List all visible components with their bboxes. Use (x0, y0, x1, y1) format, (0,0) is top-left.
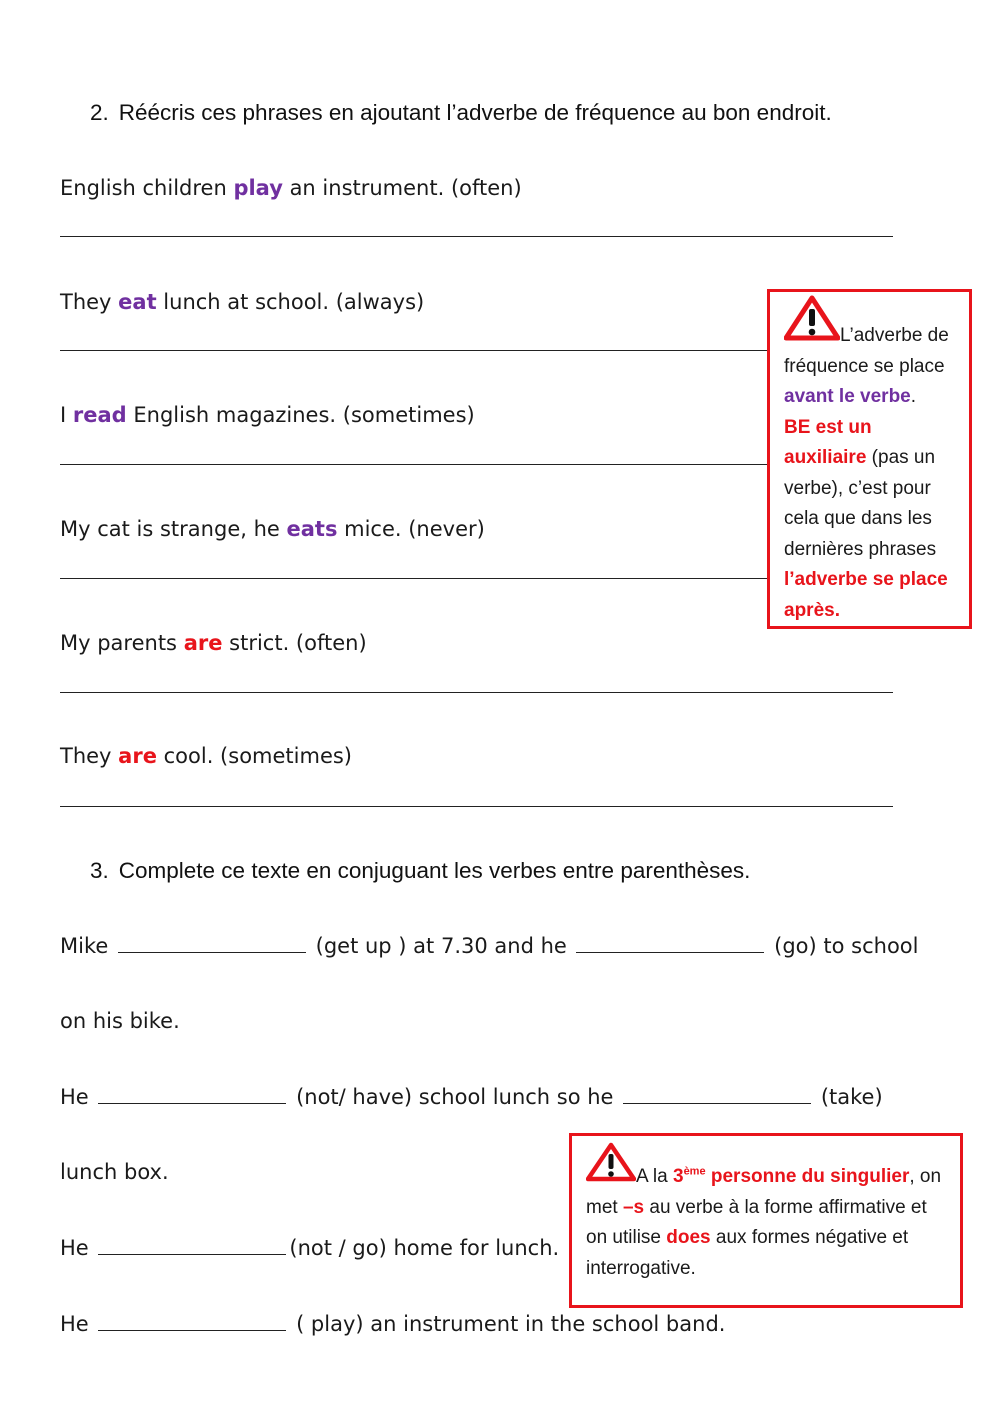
tip-text: L’adverbe de fréquence se place (784, 325, 949, 377)
verb-highlight: eat (118, 290, 157, 314)
exercise-text: (not/ have) school lunch so he (289, 1085, 621, 1109)
verb-highlight: are (118, 744, 157, 768)
exercise-text: He (60, 1085, 96, 1109)
sentence-text: an instrument. (often) (282, 176, 522, 200)
sentence-text: My parents (60, 631, 184, 655)
answer-line-6[interactable] (60, 806, 893, 807)
tip-highlight: does (666, 1227, 711, 1248)
tip-text: (pas un verbe), c’est pour cela que dans les dernières phrases (784, 447, 937, 560)
blank-field[interactable] (98, 1253, 286, 1255)
sentence-text: I (60, 403, 73, 427)
blank-field[interactable] (576, 951, 764, 953)
warning-triangle-icon (586, 1142, 636, 1193)
exercise-text: He (60, 1312, 96, 1336)
sentence-text: They (60, 744, 119, 768)
answer-line-3[interactable] (60, 464, 768, 465)
exercise-line-5 (60, 1236, 559, 1260)
exercise-line-1 (60, 934, 918, 958)
tip-highlight: BE est un auxiliaire (784, 416, 872, 468)
exercise-text: (take) (814, 1085, 883, 1109)
tip-text: , on met (586, 1166, 942, 1218)
tip-highlight: 3 (672, 1166, 684, 1187)
answer-line-2[interactable] (60, 350, 768, 351)
answer-line-1[interactable] (60, 236, 893, 237)
blank-field[interactable] (98, 1329, 286, 1331)
exercise-text: (not / go) home for lunch. (289, 1236, 560, 1260)
sentence-5 (60, 631, 367, 655)
tip-superscript: ème (683, 1165, 706, 1178)
tip-text: . (910, 386, 917, 407)
tip-highlight: personne du singulier (705, 1166, 910, 1187)
warning-triangle-icon (784, 295, 840, 352)
section-number: 2. (90, 100, 109, 125)
exercise-text: lunch box. (60, 1160, 169, 1184)
grammar-tip-adverb (767, 289, 972, 629)
exercise-line-4 (60, 1160, 169, 1184)
blank-field[interactable] (118, 951, 306, 953)
verb-highlight: are (183, 631, 223, 655)
tip-text: aux formes négative et interrogative. (586, 1227, 909, 1279)
sentence-text: mice. (never) (337, 517, 485, 541)
sentence-text: strict. (often) (222, 631, 367, 655)
verb-highlight: read (72, 403, 127, 427)
tip-highlight: l’adverbe se place après. (784, 569, 948, 621)
sentence-2 (60, 290, 424, 314)
section-number: 3. (90, 858, 109, 883)
sentence-text: English magazines. (sometimes) (126, 403, 475, 427)
tip-highlight: avant le verbe (784, 386, 911, 407)
exercise-line-2 (60, 1009, 180, 1033)
exercise-text: on his bike. (60, 1009, 180, 1033)
tip-highlight: –s (622, 1196, 645, 1218)
section-3-heading (90, 858, 750, 884)
answer-line-5[interactable] (60, 692, 893, 693)
exercise-text: ( play) an instrument in the school band. (289, 1312, 726, 1336)
sentence-text: lunch at school. (always) (156, 290, 425, 314)
tip-text: au verbe à la forme affirmative et on utilise (586, 1196, 927, 1248)
section-2-heading (90, 100, 832, 126)
exercise-text: He (60, 1236, 96, 1260)
section-title: Réécris ces phrases en ajoutant l’adverbe de fréquence au bon endroit. (118, 100, 832, 125)
sentence-6 (60, 744, 352, 768)
exercise-text: Mike (60, 934, 115, 958)
blank-field[interactable] (623, 1102, 811, 1104)
sentence-text: They (60, 290, 119, 314)
verb-highlight: play (233, 176, 283, 200)
section-title: Complete ce texte en conjuguant les verbes entre parenthèses. (118, 858, 751, 883)
tip-text: A la (636, 1166, 673, 1187)
sentence-text: English children (60, 176, 234, 200)
sentence-text: My cat is strange, he (60, 517, 287, 541)
grammar-tip-third-person (569, 1133, 963, 1308)
sentence-4 (60, 517, 485, 541)
sentence-1 (60, 176, 522, 200)
sentence-text: cool. (sometimes) (156, 744, 352, 768)
sentence-3 (60, 403, 475, 427)
blank-field[interactable] (98, 1102, 286, 1104)
answer-line-4[interactable] (60, 578, 768, 579)
exercise-line-6 (60, 1312, 725, 1336)
verb-highlight: eats (286, 517, 338, 541)
exercise-text: (go) to school (767, 934, 919, 958)
exercise-text: (get up ) at 7.30 and he (308, 934, 574, 958)
exercise-line-3 (60, 1085, 883, 1109)
